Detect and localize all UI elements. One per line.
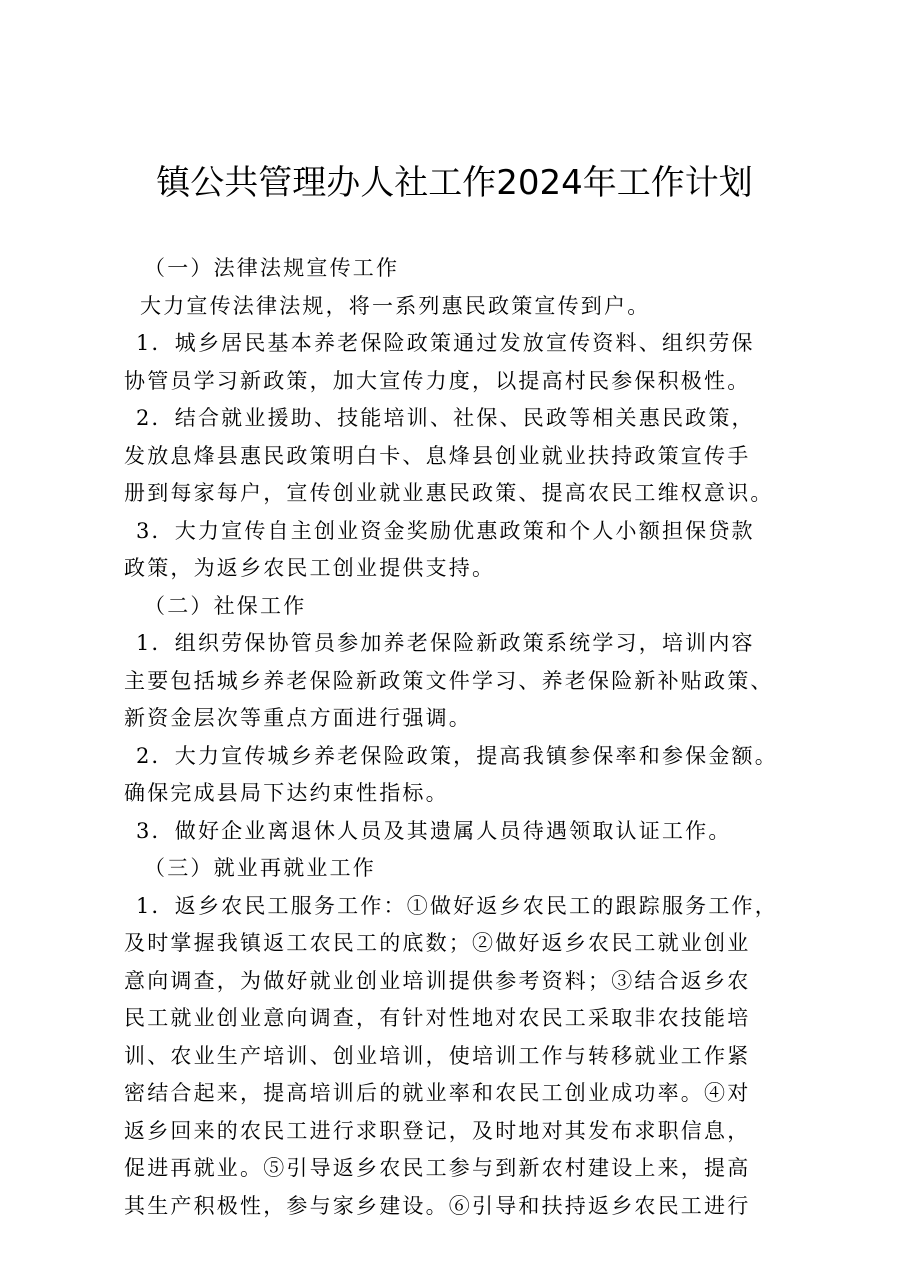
paragraph-line: 2．大力宣传城乡养老保险政策，提高我镇参保率和参保金额。 [136,743,778,768]
paragraph-line: 1．组织劳保协管员参加养老保险新政策系统学习，培训内容 [136,631,755,655]
document-body [124,250,812,1225]
section-heading-1: （一）法律法规宣传工作 [144,256,400,280]
section-heading-2: （二）社保工作 [144,593,307,618]
paragraph-line: 1．城乡居民基本养老保险政策通过发放宣传资料、组织劳保 [136,331,755,355]
document-title: 镇公共管理办人社工作2024年工作计划 [156,163,753,203]
paragraph-line: 促进再就业。⑤引导返乡农民工参与到新农村建设上来，提高 [124,1156,751,1180]
paragraph-line: 政策，为返乡农民工创业提供支持。 [124,556,496,580]
paragraph-line: 新资金层次等重点方面进行强调。 [124,706,472,730]
paragraph-line: 主要包括城乡养老保险新政策文件学习、养老保险新补贴政策、 [124,668,774,693]
paragraph-line: 意向调查，为做好就业创业培训提供参考资料；③结合返乡农 [124,968,751,993]
paragraph-line: 3．做好企业离退休人员及其遗属人员待遇领取认证工作。 [136,818,732,843]
paragraph-line: 民工就业创业意向调查，有针对性地对农民工采取非农技能培 [124,1006,751,1030]
paragraph-line: 协管员学习新政策，加大宣传力度，以提高村民参保积极性。 [124,368,751,393]
paragraph-line: 大力宣传法律法规，将一系列惠民政策宣传到户。 [140,293,651,318]
paragraph-line: 3．大力宣传自主创业资金奖励优惠政策和个人小额担保贷款 [136,518,755,543]
paragraph-line: 返乡回来的农民工进行求职登记，及时地对其发布求职信息， [124,1118,751,1143]
paragraph-line: 确保完成县局下达约束性指标。 [124,781,449,805]
paragraph-line: 密结合起来，提高培训后的就业率和农民工创业成功率。④对 [124,1081,751,1105]
paragraph-line: 发放息烽县惠民政策明白卡、息烽县创业就业扶持政策宣传手 [124,443,751,468]
paragraph-line: 1．返乡农民工服务工作：①做好返乡农民工的跟踪服务工作， [136,893,778,918]
paragraph-line: 2．结合就业援助、技能培训、社保、民政等相关惠民政策， [136,406,755,430]
paragraph-line: 及时掌握我镇返工农民工的底数；②做好返乡农民工就业创业 [124,931,751,955]
paragraph-line: 其生产积极性，参与家乡建设。⑥引导和扶持返乡农民工进行 [124,1193,751,1218]
paragraph-line: 训、农业生产培训、创业培训，使培训工作与转移就业工作紧 [124,1043,751,1068]
section-heading-3: （三）就业再就业工作 [144,856,376,880]
paragraph-line: 册到每家每户，宣传创业就业惠民政策、提高农民工维权意识。 [124,481,774,505]
